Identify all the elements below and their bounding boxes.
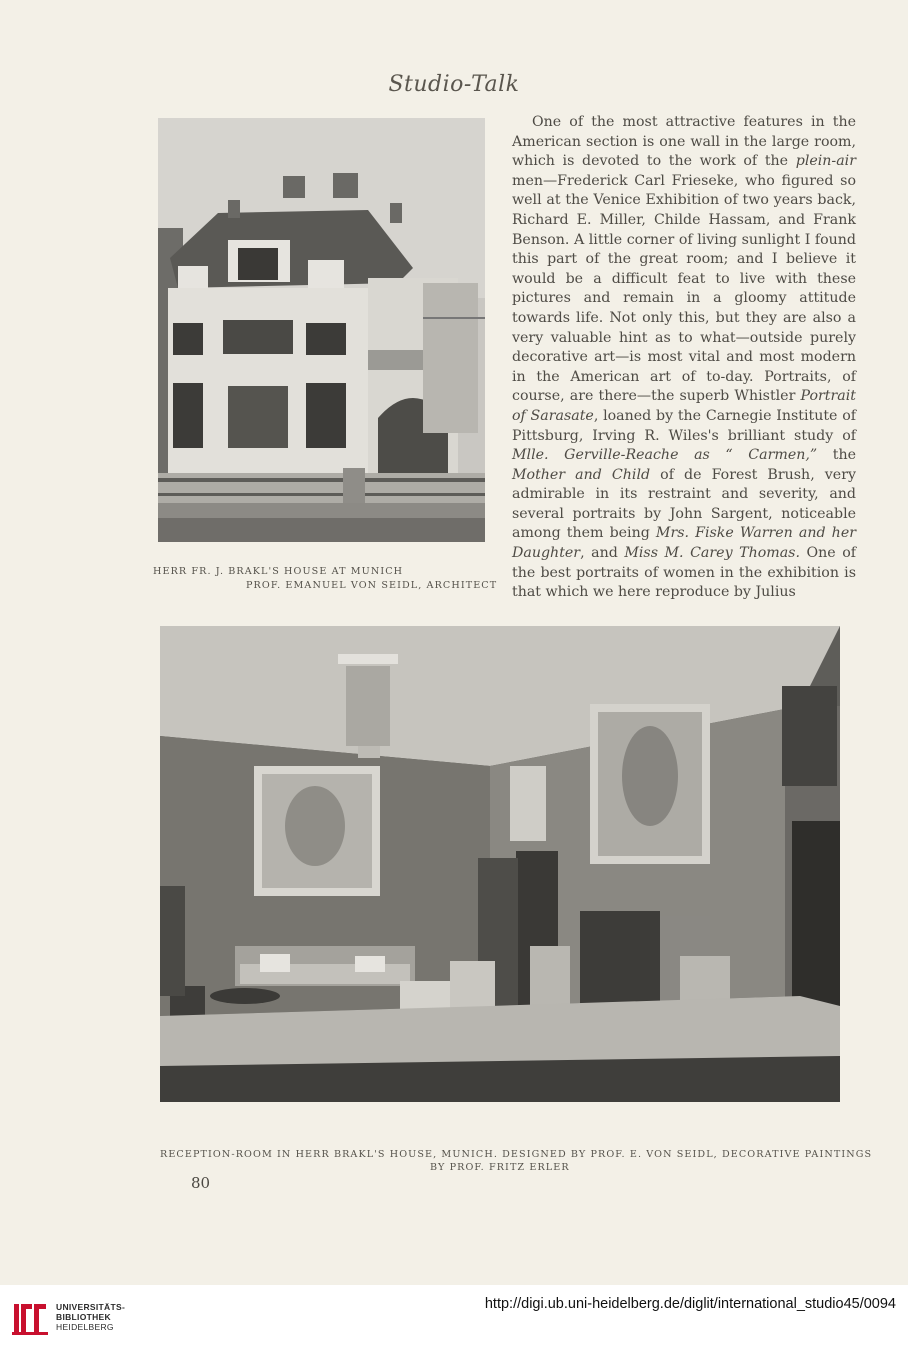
- italic-title-text: Mrs. Fiske Warren and her Daughter: [512, 525, 856, 562]
- reception-room-caption-line1: RECEPTION-ROOM IN HERR BRAKL'S HOUSE, MUNICH. DESIGNED BY PROF. E. VON SEIDL, DECORATIVE PAINTINGS: [160, 1149, 873, 1160]
- italic-title-text: Miss M. Carey Thomas.: [624, 545, 800, 562]
- article-column: [512, 113, 856, 603]
- italic-title-text: Mother and Child: [512, 466, 651, 483]
- article-paragraph: [512, 113, 856, 603]
- body-text-segment: the: [817, 447, 857, 464]
- library-name: [56, 1302, 125, 1332]
- house-photo: [158, 118, 485, 542]
- library-logo-icon: [10, 1298, 52, 1338]
- house-photo-caption-line2: PROF. EMANUEL VON SEIDL, ARCHITECT: [246, 580, 498, 591]
- reception-room-caption-line2: BY PROF. FRITZ ERLER: [430, 1162, 570, 1173]
- running-title: Studio-Talk: [388, 72, 520, 97]
- library-name-line2: BIBLIOTHEK: [56, 1312, 111, 1322]
- italic-title-text: Mlle. Gerville-Reache as “ Carmen,”: [512, 447, 818, 464]
- italic-title-text: Portrait of Sarasate: [512, 388, 856, 424]
- body-text-segment: , and: [580, 545, 625, 562]
- italic-title-text: plein-air: [795, 153, 856, 170]
- footer-bar: [0, 1285, 908, 1350]
- source-url-link[interactable]: http://digi.ub.uni-heidelberg.de/diglit/international_studio45/0094: [484, 1296, 896, 1312]
- library-name-line3: HEIDELBERG: [56, 1322, 114, 1332]
- body-text-segment: , loaned by the Carnegie Institute of Pittsburg, Irving R. Wiles's brilliant study of: [512, 407, 856, 444]
- library-name-line1: UNIVERSITÄTS-: [56, 1302, 126, 1312]
- body-text-segment: men—Frederick Carl Frieseke, who figured so well at the Venice Exhibition of two years back, Richard E. Miller, Childe Hassam, and Frank Benson. A little corner of living sunlight I found this part of the great room; and I believe it would be a difficult feat to live with these pictures and remain in a gloomy attitude towards life. Not only this, but they are also a very valuable hint as to what—outside purely decorative art—is most vital and most modern in the American art of to-day. Portraits, of course, are there—the superb Whistler: [512, 172, 856, 405]
- house-photo-caption-line1: HERR FR. J. BRAKL'S HOUSE AT MUNICH: [153, 566, 404, 577]
- body-text-segment: One of the most attractive features in the American section is one wall in the large room, which is devoted to the work of the: [512, 114, 856, 170]
- reception-room-photo: [160, 626, 840, 1102]
- body-text-segment: of de Forest Brush, very admirable in its restraint and severity, and several portraits by John Sargent, noticeable among them being: [512, 466, 856, 542]
- page-number: 80: [191, 1174, 211, 1192]
- body-text-segment: One of the best portraits of women in the exhibition is that which we here reproduce by Julius: [512, 545, 856, 601]
